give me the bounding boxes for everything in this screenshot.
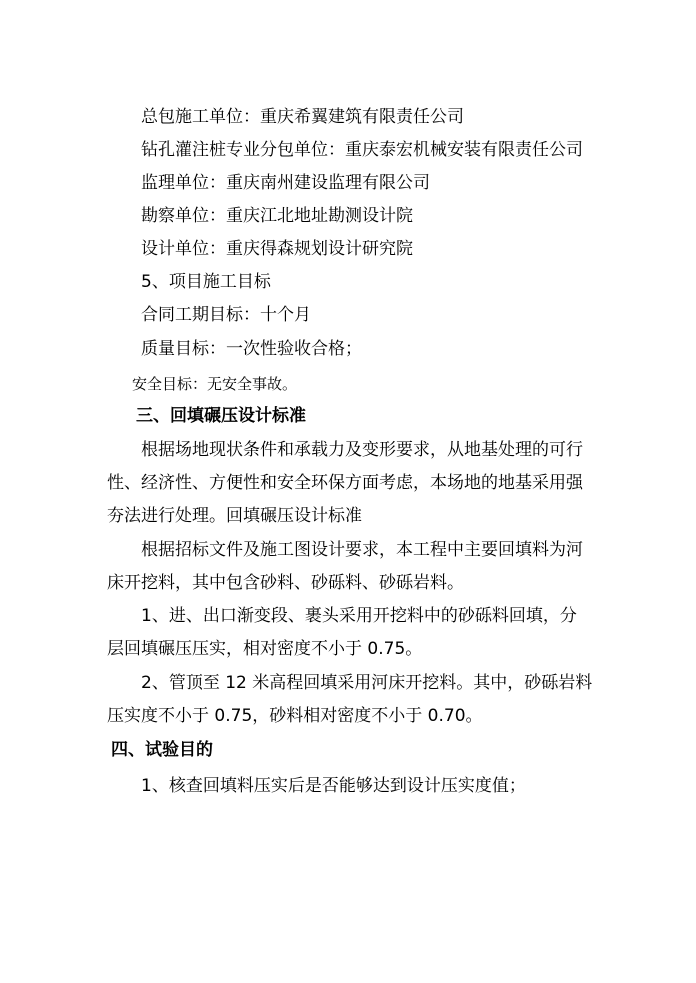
contract-period-goal: 合同工期目标：十个月 bbox=[141, 305, 311, 325]
section3-para2-line2: 床开挖料，其中包含砂料、砂砾料、砂砾岩料。 bbox=[107, 573, 464, 593]
supervision-unit-line: 监理单位：重庆南州建设监理有限公司 bbox=[141, 173, 430, 193]
section3-para2-line1: 根据招标文件及施工图设计要求，本工程中主要回填料为河 bbox=[141, 540, 583, 560]
section3-item1-line1: 1、进、出口渐变段、裹头采用开挖料中的砂砾料回填，分 bbox=[141, 606, 577, 626]
general-contractor-line: 总包施工单位：重庆希翼建筑有限责任公司 bbox=[141, 107, 464, 127]
safety-goal: 安全目标：无安全事故。 bbox=[132, 375, 298, 393]
survey-unit-line: 勘察单位：重庆江北地址勘测设计院 bbox=[141, 206, 413, 226]
quality-goal: 质量目标：一次性验收合格； bbox=[141, 339, 362, 359]
section3-item2-line1: 2、管顶至 12 米高程回填采用河床开挖料。其中，砂砾岩料 bbox=[141, 673, 593, 693]
section4-item1: 1、核查回填料压实后是否能够达到设计压实度值； bbox=[141, 776, 526, 796]
section3-para1-line2: 性、经济性、方便性和安全环保方面考虑，本场地的地基采用强 bbox=[107, 473, 583, 493]
section3-item2-line2: 压实度不小于 0.75，砂料相对密度不小于 0.70。 bbox=[107, 706, 483, 726]
section4-heading: 四、试验目的 bbox=[111, 740, 213, 760]
section3-para1-line1: 根据场地现状条件和承载力及变形要求，从地基处理的可行 bbox=[141, 440, 583, 460]
project-goals-heading: 5、项目施工目标 bbox=[141, 272, 271, 292]
section3-para1-line3: 夯法进行处理。回填碾压设计标准 bbox=[107, 506, 362, 526]
piling-subcontractor-line: 钻孔灌注桩专业分包单位：重庆泰宏机械安装有限责任公司 bbox=[141, 140, 583, 160]
section3-heading: 三、回填碾压设计标准 bbox=[136, 406, 306, 426]
design-unit-line: 设计单位：重庆得森规划设计研究院 bbox=[141, 239, 413, 259]
section3-item1-line2: 层回填碾压压实，相对密度不小于 0.75。 bbox=[107, 639, 423, 659]
